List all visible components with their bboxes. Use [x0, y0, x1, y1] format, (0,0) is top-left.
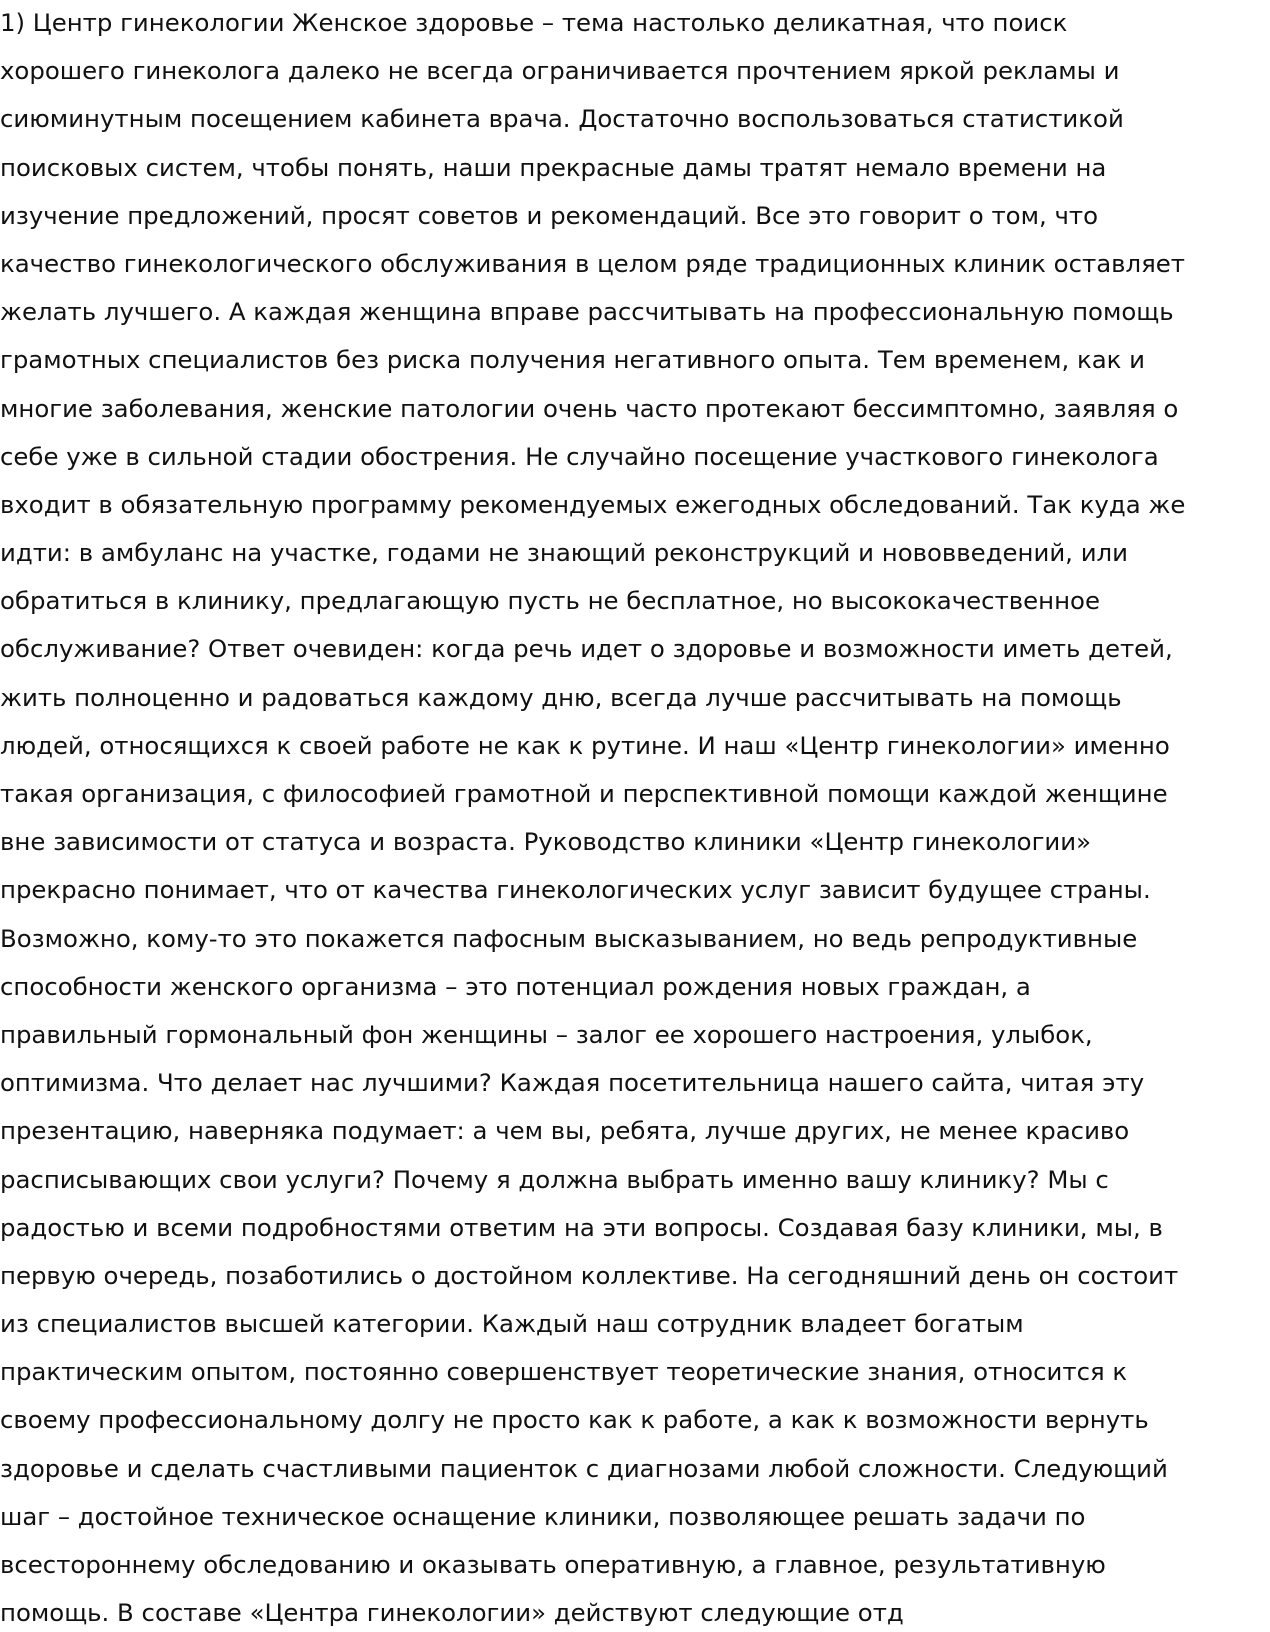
text-line: изучение предложений, просят советов и рекомендаций. Все это говорит о том, что	[0, 200, 1099, 230]
text-line: Возможно, кому-то это покажется пафосным высказыванием, но ведь репродуктивные	[0, 923, 1138, 953]
text-line: своему профессиональному долгу не просто как к работе, а как к возможности вернуть	[0, 1405, 1149, 1435]
text-line: людей, относящихся к своей работе не как к рутине. И наш «Центр гинекологии» именно	[0, 730, 1170, 760]
text-line: поисковых систем, чтобы понять, наши прекрасные дамы тратят немало времени на	[0, 152, 1107, 182]
text-line: способности женского организма – это потенциал рождения новых граждан, а	[0, 971, 1031, 1001]
text-line: желать лучшего. А каждая женщина вправе рассчитывать на профессиональную помощь	[0, 297, 1174, 327]
text-line: сиюминутным посещением кабинета врача. Достаточно воспользоваться статистикой	[0, 104, 1124, 134]
text-line: радостью и всеми подробностями ответим на эти вопросы. Создавая базу клиники, мы, в	[0, 1212, 1163, 1242]
text-line: себе уже в сильной стадии обострения. Не случайно посещение участкового гинеколога	[0, 441, 1159, 471]
text-line: многие заболевания, женские патологии очень часто протекают бессимптомно, заявляя о	[0, 393, 1179, 423]
text-line: жить полноценно и радоваться каждому дню, всегда лучше рассчитывать на помощь	[0, 682, 1122, 712]
text-line: такая организация, с философией грамотной и перспективной помощи каждой женщине	[0, 779, 1168, 808]
text-line: правильный гормональный фон женщины – залог ее хорошего настроения, улыбок,	[0, 1019, 1093, 1049]
text-line: презентацию, наверняка подумает: а чем вы, ребята, лучше других, не менее красиво	[0, 1116, 1130, 1146]
text-line: из специалистов высшей категории. Каждый наш сотрудник владеет богатым	[0, 1309, 1024, 1339]
text-line: вне зависимости от статуса и возраста. Руководство клиники «Центр гинекологии»	[0, 827, 1092, 857]
text-line: обратиться в клинику, предлагающую пусть не бесплатное, но высококачественное	[0, 586, 1100, 616]
text-line: входит в обязательную программу рекомендуемых ежегодных обследований. Так куда же	[0, 489, 1186, 519]
text-line: идти: в амбуланс на участке, годами не знающий реконструкций и нововведений, или	[0, 538, 1128, 568]
text-line: помощь. В составе «Центра гинекологии» действуют следующие отд	[0, 1598, 904, 1628]
text-line: практическим опытом, постоянно совершенствует теоретические знания, относится к	[0, 1357, 1128, 1387]
text-line: обслуживание? Ответ очевиден: когда речь идет о здоровье и возможности иметь детей,	[0, 634, 1173, 664]
text-line: прекрасно понимает, что от качества гинекологических услуг зависит будущее страны.	[0, 875, 1151, 905]
text-line: качество гинекологического обслуживания в целом ряде традиционных клиник оставляет	[0, 248, 1185, 278]
text-line: грамотных специалистов без риска получения негативного опыта. Тем временем, как и	[0, 345, 1146, 375]
text-line: оптимизма. Что делает нас лучшими? Каждая посетительница нашего сайта, читая эту	[0, 1068, 1145, 1098]
text-line: расписывающих свои услуги? Почему я должна выбрать именно вашу клинику? Мы с	[0, 1164, 1109, 1194]
text-line: шаг – достойное техническое оснащение клиники, позволяющее решать задачи по	[0, 1501, 1086, 1531]
text-line: 1) Центр гинекологии Женское здоровье – тема настолько деликатная, что поиск	[0, 8, 1068, 37]
text-line: хорошего гинеколога далеко не всегда ограничивается прочтением яркой рекламы и	[0, 56, 1120, 86]
text-line: первую очередь, позаботились о достойном коллективе. На сегодняшний день он состоит	[0, 1260, 1179, 1290]
text-line: здоровье и сделать счастливыми пациенток с диагнозами любой сложности. Следующий	[0, 1453, 1168, 1483]
text-line: всестороннему обследованию и оказывать оперативную, а главное, результативную	[0, 1550, 1106, 1579]
